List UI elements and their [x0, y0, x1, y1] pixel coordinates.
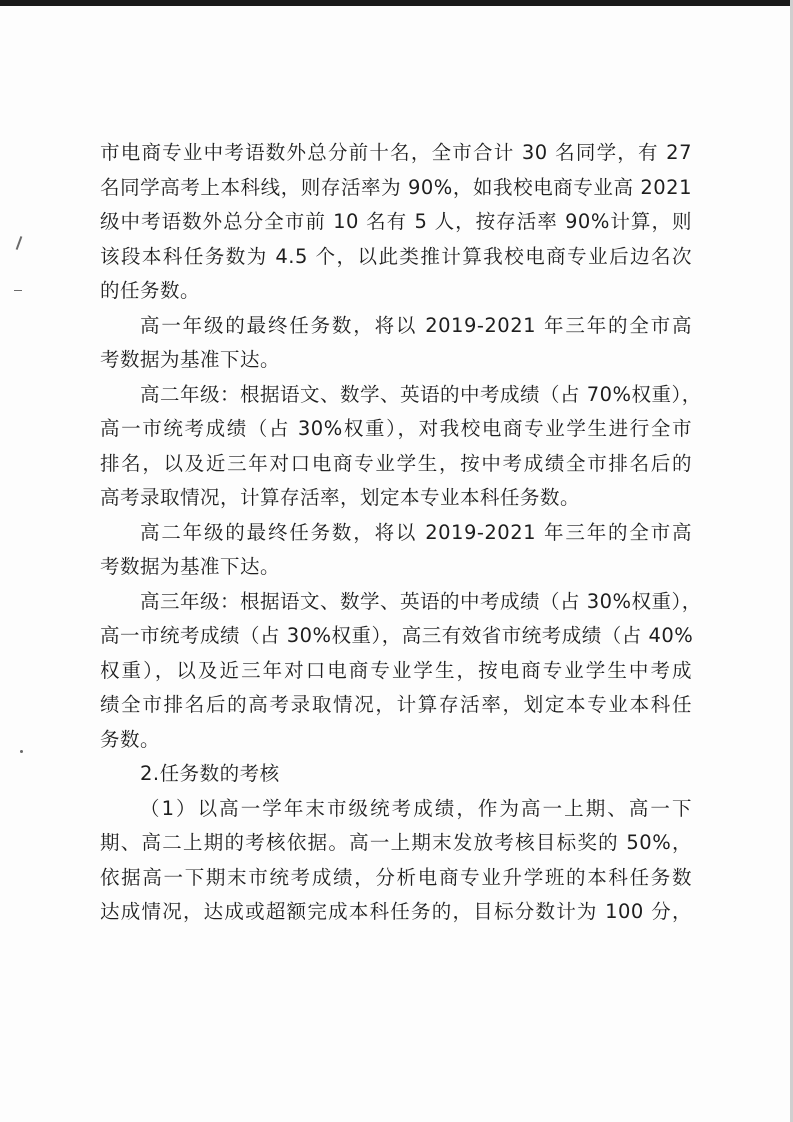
- text-line-20: （1）以高一学年末市级统考成绩，作为高一上期、高一下: [140, 796, 692, 820]
- text-line-3: 级中考语数外总分全市前 10 名有 5 人，按存活率 90%计算，则: [100, 210, 692, 233]
- text-line-7: 考数据为基准下达。: [100, 348, 281, 371]
- text-line-2: 名同学高考上本科线，则存活率为 90%，如我校电商专业高 2021: [100, 175, 692, 199]
- text-line-16: 权重），以及近三年对口电商专业学生，按电商专业学生中考成: [100, 658, 692, 682]
- text-line-6: 高一年级的最终任务数，将以 2019-2021 年三年的全市高: [140, 313, 692, 337]
- text-line-1: 市电商专业中考语数外总分前十名，全市合计 30 名同学，有 27: [100, 141, 692, 164]
- text-line-4: 该段本科任务数为 4.5 个，以此类推计算我校电商专业后边名次: [100, 244, 692, 268]
- scan-mark-2: [14, 290, 22, 291]
- section-heading: 2.任务数的考核: [140, 762, 280, 785]
- body-text: [100, 136, 702, 930]
- scan-mark-1: [16, 236, 23, 250]
- text-line-5: 的任务数。: [100, 279, 201, 302]
- text-line-11: 高考录取情况，计算存活率，划定本专业本科任务数。: [100, 486, 581, 509]
- text-line-17: 绩全市排名后的高考录取情况，计算存活率，划定本专业本科任: [100, 693, 692, 716]
- scan-top-edge: [0, 0, 793, 6]
- scan-mark-3: [20, 750, 23, 753]
- text-line-10: 排名，以及近三年对口电商专业学生，按中考成绩全市排名后的: [100, 451, 692, 475]
- text-line-23: 达成情况，达成或超额完成本科任务的，目标分数计为 100 分，: [100, 900, 692, 923]
- text-line-12: 高二年级的最终任务数，将以 2019-2021 年三年的全市高: [140, 520, 692, 544]
- text-line-18: 务数。: [100, 727, 161, 751]
- text-line-9: 高一市统考成绩（占 30%权重），对我校电商专业学生进行全市: [100, 417, 692, 440]
- text-line-14: 高三年级：根据语文、数学、英语的中考成绩（占 30%权重），: [140, 589, 702, 613]
- text-line-13: 考数据为基准下达。: [100, 555, 281, 578]
- text-line-21: 期、高二上期的考核依据。高一上期末发放考核目标奖的 50%，: [100, 831, 692, 854]
- text-line-8: 高二年级：根据语文、数学、英语的中考成绩（占 70%权重），: [140, 382, 702, 406]
- text-line-22: 依据高一下期末市统考成绩，分析电商专业升学班的本科任务数: [100, 865, 692, 889]
- text-line-15: 高一市统考成绩（占 30%权重），高三有效省市统考成绩（占 40%: [100, 624, 694, 647]
